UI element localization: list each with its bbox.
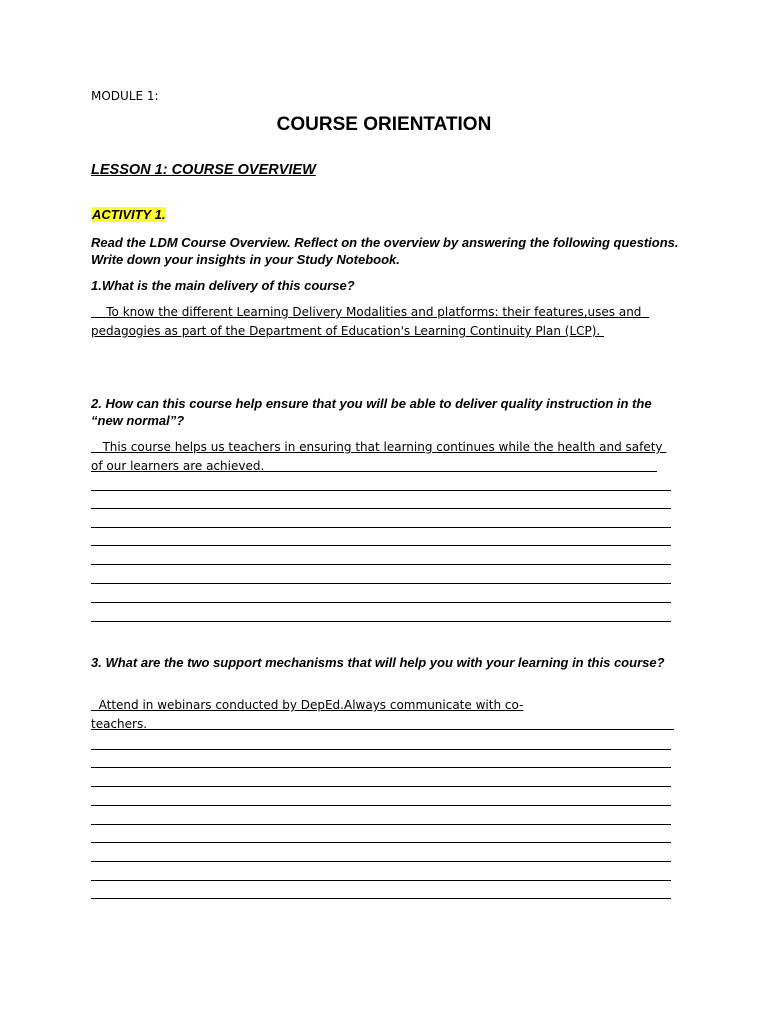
answer-line: [91, 527, 671, 528]
lesson-heading: LESSON 1: COURSE OVERVIEW: [91, 162, 316, 178]
answer-line: [91, 749, 671, 750]
answer-line: [91, 490, 671, 491]
answer-line: [91, 880, 671, 881]
answer-line: [91, 842, 671, 843]
answer-line: [218, 471, 657, 472]
module-label: MODULE 1:: [91, 89, 159, 103]
page-title: COURSE ORIENTATION: [276, 114, 492, 135]
answer-line: [91, 861, 671, 862]
question-1: 1.What is the main delivery of this course?: [91, 278, 355, 293]
answer-line: [91, 508, 671, 509]
answer-line: [91, 898, 671, 899]
answer-line: [91, 824, 671, 825]
activity-heading: ACTIVITY 1.: [92, 207, 166, 222]
answer-line: [146, 729, 674, 730]
answer-line: [91, 621, 671, 622]
question-2: 2. How can this course help ensure that you will be able to deliver quality instruction in the “new normal”?: [91, 396, 652, 428]
answer-3-line-1[interactable]: Attend in webinars conducted by DepEd.Always communicate with co-: [91, 698, 524, 712]
answer-line: [91, 583, 671, 584]
instructions-text: Read the LDM Course Overview. Reflect on the overview by answering the following questions. Write down your insights in your Study Notebook.: [91, 235, 679, 267]
answer-line: [91, 786, 671, 787]
answer-line: [91, 767, 671, 768]
answer-line: [91, 564, 671, 565]
answer-line: [91, 545, 671, 546]
question-3: 3. What are the two support mechanisms that will help you with your learning in this course?: [91, 655, 665, 670]
answer-line: [91, 805, 671, 806]
answer-line: [91, 602, 671, 603]
answer-2[interactable]: This course helps us teachers in ensuring that learning continues while the health and safety of our learners are achieved.: [91, 440, 667, 473]
answer-3-line-2[interactable]: teachers.: [91, 717, 148, 731]
answer-1[interactable]: To know the different Learning Delivery Modalities and platforms: their features,uses and pedagogies as part of the Department of Education's Learning Continuity Plan (LCP).: [91, 305, 650, 338]
